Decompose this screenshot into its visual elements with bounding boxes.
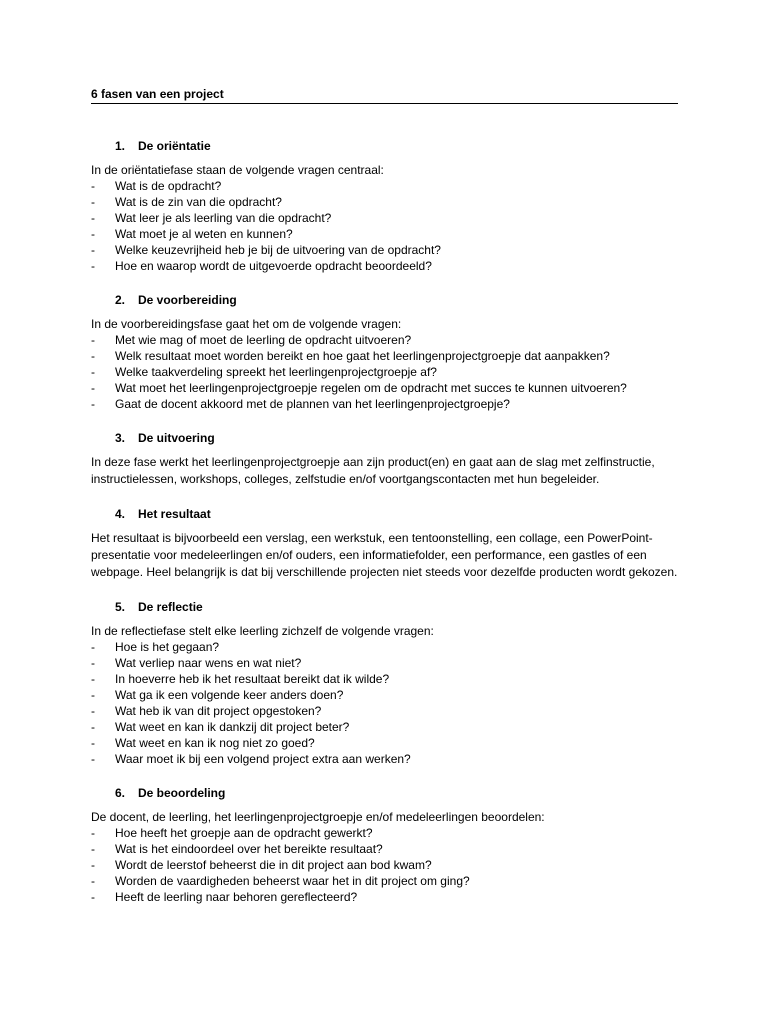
section-heading-text: De voorbereiding [138,293,237,307]
bullet-dash: - [91,195,95,209]
paragraph-line: In deze fase werkt het leerlingenprojectgroepje aan zijn product(en) en gaat aan de slag met zelfinstructie, [91,455,655,469]
section-heading-text: De reflectie [138,600,203,614]
list-item-text: Wat weet en kan ik dankzij dit project beter? [115,720,350,734]
bullet-dash: - [91,656,95,670]
list-item-text: Heeft de leerling naar behoren gereflecteerd? [115,890,358,904]
section-1 [91,138,678,274]
list-item [91,178,678,194]
list-item-text: Wat moet het leerlingenprojectgroepje regelen om de opdracht met succes te kunnen uitvoeren? [115,381,627,395]
bullet-dash: - [91,704,95,718]
paragraph-line: webpage. Heel belangrijk is dat bij verschillende projecten niet steeds voor dezelfde producten wordt gekozen. [91,565,678,579]
bullet-dash: - [91,397,95,411]
document-title: 6 fasen van een project [91,86,678,104]
section-intro: In de reflectiefase stelt elke leerling zichzelf de volgende vragen: [91,624,434,638]
list-item [91,841,678,857]
section-number: 3. [115,431,126,445]
bullet-dash: - [91,365,95,379]
section-intro: In de voorbereidingsfase gaat het om de volgende vragen: [91,317,402,331]
list-item [91,380,678,396]
list-item [91,396,678,412]
list-item [91,258,678,274]
bullet-dash: - [91,381,95,395]
bullet-dash: - [91,890,95,904]
list-item-text: Hoe en waarop wordt de uitgevoerde opdracht beoordeeld? [115,259,432,273]
section-3 [91,430,678,488]
section-number: 1. [115,139,126,153]
list-item-text: Wat verliep naar wens en wat niet? [115,656,302,670]
list-item-text: Met wie mag of moet de leerling de opdracht uitvoeren? [115,333,412,347]
paragraph-line: instructielessen, workshops, colleges, zelfstudie en/of voortgangscontacten met hun begeleider. [91,472,600,486]
bullet-dash: - [91,720,95,734]
section-6 [91,785,678,905]
list-item [91,735,678,751]
list-item [91,703,678,719]
section-intro: De docent, de leerling, het leerlingenprojectgroepje en/of medeleerlingen beoordelen: [91,810,545,824]
section-heading-text: Het resultaat [138,507,211,521]
list-item-text: Welke taakverdeling spreekt het leerlingenprojectgroepje af? [115,365,437,379]
section-body [91,623,678,767]
section-heading [91,785,678,801]
bullet-dash: - [91,826,95,840]
section-heading-text: De beoordeling [138,786,226,800]
list-item [91,194,678,210]
section-5 [91,599,678,767]
list-item [91,687,678,703]
list-item-text: Worden de vaardigheden beheerst waar het in dit project om ging? [115,874,470,888]
question-list [91,639,678,767]
list-item-text: In hoeverre heb ik het resultaat bereikt dat ik wilde? [115,672,390,686]
section-number: 2. [115,293,126,307]
question-list [91,178,678,274]
list-item [91,671,678,687]
section-heading [91,430,678,446]
list-item [91,332,678,348]
list-item [91,226,678,242]
question-list [91,332,678,412]
bullet-dash: - [91,858,95,872]
list-item-text: Wat is het eindoordeel over het bereikte resultaat? [115,842,383,856]
list-item [91,751,678,767]
list-item-text: Wat is de opdracht? [115,179,222,193]
list-item-text: Wat moet je al weten en kunnen? [115,227,293,241]
section-number: 4. [115,507,126,521]
list-item [91,889,678,905]
list-item [91,364,678,380]
list-item [91,639,678,655]
bullet-dash: - [91,640,95,654]
list-item [91,655,678,671]
bullet-dash: - [91,211,95,225]
list-item [91,719,678,735]
section-body [91,530,678,581]
paragraph-line: presentatie voor medeleerlingen en/of ouders, een informatiefolder, een performance, een gastles of een [91,548,647,562]
list-item [91,857,678,873]
list-item-text: Wat leer je als leerling van die opdracht? [115,211,332,225]
bullet-dash: - [91,227,95,241]
section-body [91,454,678,488]
bullet-dash: - [91,874,95,888]
list-item [91,873,678,889]
bullet-dash: - [91,842,95,856]
list-item-text: Wat weet en kan ik nog niet zo goed? [115,736,315,750]
section-heading-text: De uitvoering [138,431,215,445]
section-heading-text: De oriëntatie [138,139,211,153]
section-heading [91,138,678,154]
paragraph-line: Het resultaat is bijvoorbeeld een verslag, een werkstuk, een tentoonstelling, een collage, een PowerPoint- [91,531,653,545]
list-item-text: Welke keuzevrijheid heb je bij de uitvoering van de opdracht? [115,243,441,257]
section-body [91,809,678,905]
list-item-text: Wordt de leerstof beheerst die in dit project aan bod kwam? [115,858,432,872]
section-heading [91,506,678,522]
list-item [91,242,678,258]
section-body [91,162,678,274]
section-heading [91,599,678,615]
document-page [91,86,678,905]
section-heading [91,292,678,308]
list-item-text: Wat ga ik een volgende keer anders doen? [115,688,344,702]
section-number: 5. [115,600,126,614]
list-item [91,825,678,841]
bullet-dash: - [91,243,95,257]
list-item [91,210,678,226]
bullet-dash: - [91,752,95,766]
sections-container [91,138,678,905]
bullet-dash: - [91,736,95,750]
section-intro: In de oriëntatiefase staan de volgende vragen centraal: [91,163,384,177]
list-item [91,348,678,364]
bullet-dash: - [91,672,95,686]
section-4 [91,506,678,581]
bullet-dash: - [91,333,95,347]
bullet-dash: - [91,688,95,702]
list-item-text: Wat heb ik van dit project opgestoken? [115,704,322,718]
bullet-dash: - [91,349,95,363]
list-item-text: Hoe heeft het groepje aan de opdracht gewerkt? [115,826,373,840]
list-item-text: Wat is de zin van die opdracht? [115,195,282,209]
section-2 [91,292,678,412]
bullet-dash: - [91,259,95,273]
question-list [91,825,678,905]
list-item-text: Hoe is het gegaan? [115,640,220,654]
list-item-text: Gaat de docent akkoord met de plannen van het leerlingenprojectgroepje? [115,397,510,411]
section-body [91,316,678,412]
list-item-text: Welk resultaat moet worden bereikt en hoe gaat het leerlingenprojectgroepje dat aanpakken? [115,349,610,363]
list-item-text: Waar moet ik bij een volgend project extra aan werken? [115,752,411,766]
bullet-dash: - [91,179,95,193]
section-number: 6. [115,786,126,800]
